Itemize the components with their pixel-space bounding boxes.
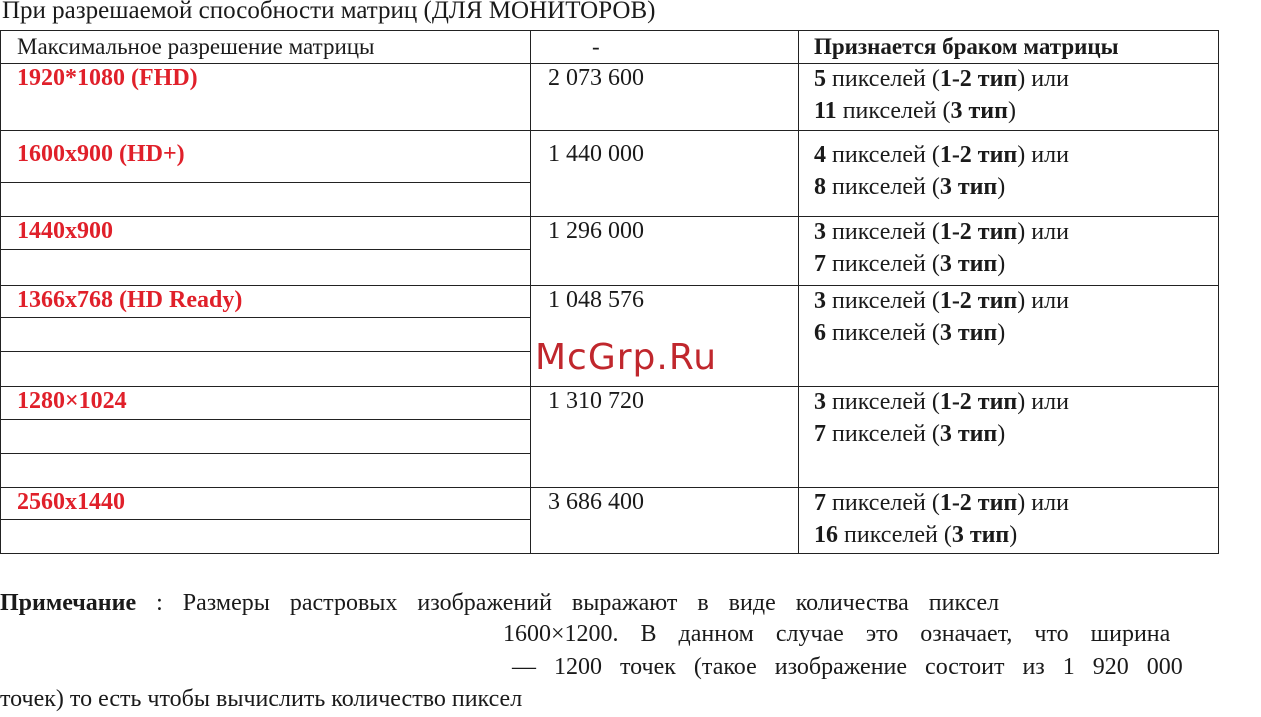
sub-row-divider <box>1 351 530 352</box>
defect-cell: 7 пикселей (1-2 тип) или 16 пикселей (3 тип) <box>814 490 1069 548</box>
resolution-cell: 1600x900 (HD+) <box>17 141 185 167</box>
resolution-cell: 1280×1024 <box>17 388 127 414</box>
pixel-count-cell: 1 440 000 <box>548 141 644 167</box>
sub-row-divider <box>1 519 530 520</box>
sub-row-divider <box>1 182 530 183</box>
table-row <box>1 216 1218 286</box>
resolution-cell: 1440x900 <box>17 218 113 244</box>
note-label: Примечание <box>0 590 137 616</box>
note-line-4: точек) то есть чтобы вычислить количество пиксел <box>0 686 523 712</box>
header-defect: Признается браком матрицы <box>814 34 1119 59</box>
table-row <box>1 63 1218 131</box>
table-header <box>1 31 1218 64</box>
note-line-3: — 1200 точек (такое изображение состоит из 1 920 000 <box>512 654 1183 680</box>
watermark-logo: McGrp.Ru <box>535 337 718 378</box>
note-line-1 <box>0 590 1180 617</box>
defect-cell: 3 пикселей (1-2 тип) или 7 пикселей (3 тип) <box>814 219 1069 277</box>
pixel-count-cell: 2 073 600 <box>548 65 644 91</box>
defect-cell: 3 пикселей (1-2 тип) или 6 пикселей (3 тип) <box>814 288 1069 346</box>
note-line-2: 1600×1200. В данном случае это означает, что ширина <box>503 621 1171 647</box>
resolution-cell: 2560x1440 <box>17 489 125 515</box>
sub-row-divider <box>1 249 530 250</box>
resolution-cell: 1920*1080 (FHD) <box>17 65 198 91</box>
pixel-count-cell: 1 296 000 <box>548 218 644 244</box>
sub-row-divider <box>1 419 530 420</box>
defect-cell: 4 пикселей (1-2 тип) или 8 пикселей (3 тип) <box>814 142 1069 200</box>
resolution-cell: 1366x768 (HD Ready) <box>17 287 243 313</box>
table-row <box>1 487 1218 553</box>
pixel-count-cell: 1 048 576 <box>548 287 644 313</box>
table-row <box>1 386 1218 488</box>
sub-row-divider <box>1 453 530 454</box>
table-row <box>1 139 1218 217</box>
header-pixels: - <box>592 34 600 59</box>
pixel-count-cell: 1 310 720 <box>548 388 644 414</box>
defect-cell: 3 пикселей (1-2 тип) или 7 пикселей (3 тип) <box>814 389 1069 447</box>
pixel-count-cell: 3 686 400 <box>548 489 644 515</box>
sub-row-divider <box>1 317 530 318</box>
defect-cell: 5 пикселей (1-2 тип) или 11 пикселей (3 тип) <box>814 66 1069 124</box>
note-text-1: : Размеры растровых изображений выражают в виде количества пиксел <box>136 590 1000 616</box>
table-caption: При разрешаемой способности матриц (ДЛЯ МОНИТОРОВ) <box>2 0 656 24</box>
defect-table <box>0 30 1219 554</box>
header-max-resolution: Максимальное разрешение матрицы <box>17 34 375 59</box>
